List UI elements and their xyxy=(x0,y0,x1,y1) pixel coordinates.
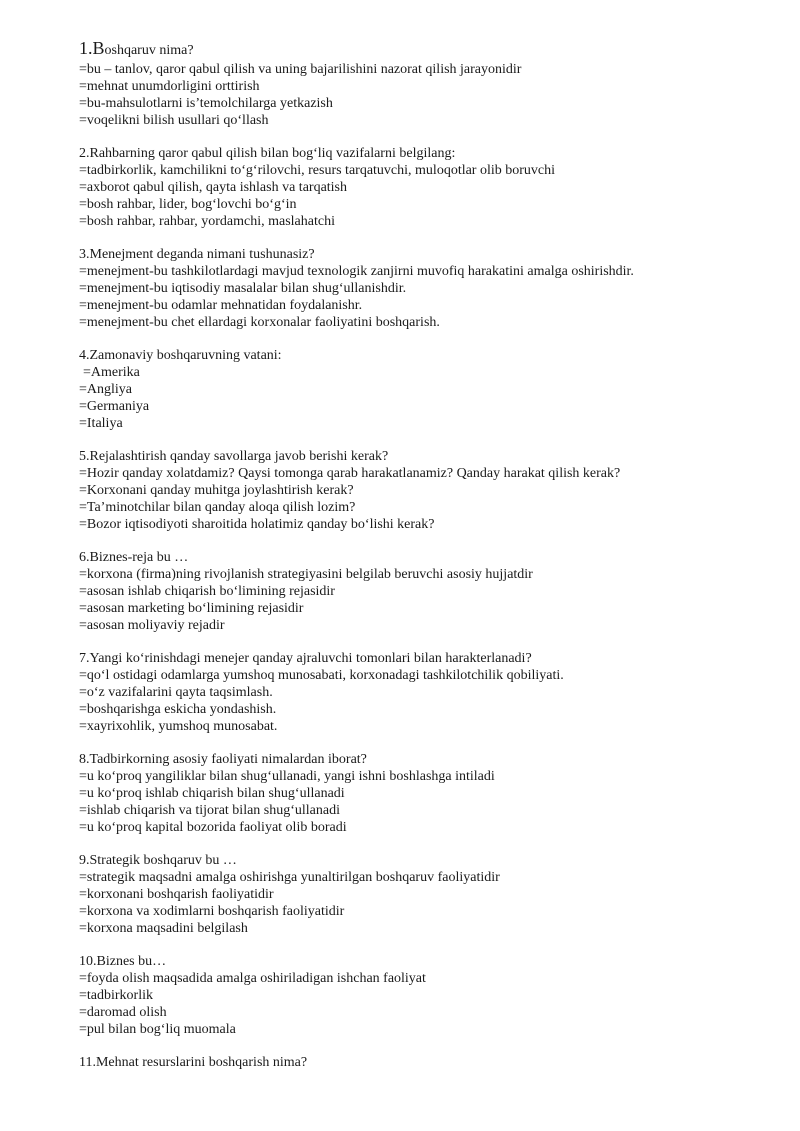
answer-option: =korxona maqsadini belgilash xyxy=(79,921,248,936)
answer-option: =u ko‘proq yangiliklar bilan shug‘ullanadi, yangi ishni boshlashga intiladi xyxy=(79,769,495,784)
question-11 xyxy=(79,1054,769,1071)
question-8 xyxy=(79,751,769,836)
answer-option: =o‘z vazifalarini qayta taqsimlash. xyxy=(79,685,273,700)
answer-option: =pul bilan bog‘liq muomala xyxy=(79,1022,236,1037)
question-title: 5.Rejalashtirish qanday savollarga javob berishi kerak? xyxy=(79,449,389,464)
question-title: 7.Yangi ko‘rinishdagi menejer qanday ajraluvchi tomonlari bilan harakterlanadi? xyxy=(79,651,532,666)
answer-option: =korxona (firma)ning rivojlanish strategiyasini belgilab beruvchi asosiy hujjatdir xyxy=(79,567,533,582)
document-page xyxy=(79,38,769,1087)
answer-option: =u ko‘proq kapital bozorida faoliyat olib boradi xyxy=(79,820,347,835)
answer-option: =Italiya xyxy=(79,416,123,431)
answer-option: =Angliya xyxy=(79,382,132,397)
answer-option: =bu – tanlov, qaror qabul qilish va uning bajarilishini nazorat qilish jarayonidir xyxy=(79,62,522,77)
question-6 xyxy=(79,549,769,634)
question-title: 10.Biznes bu… xyxy=(79,954,167,969)
question-first-letter: B xyxy=(92,38,105,58)
answer-option: =asosan moliyaviy rejadir xyxy=(79,618,225,633)
answer-option: =tadbirkorlik, kamchilikni to‘g‘rilovchi, resurs tarqatuvchi, muloqotlar olib boruvchi xyxy=(79,163,556,178)
question-title: 8.Tadbirkorning asosiy faoliyati nimalardan iborat? xyxy=(79,752,367,767)
answer-option: =asosan marketing bo‘limining rejasidir xyxy=(79,601,304,616)
answer-option: =Bozor iqtisodiyoti sharoitida holatimiz qanday bo‘lishi kerak? xyxy=(79,517,435,532)
answer-option: =axborot qabul qilish, qayta ishlash va tarqatish xyxy=(79,180,348,195)
answer-option: =bosh rahbar, rahbar, yordamchi, maslahatchi xyxy=(79,214,335,229)
answer-option: =menejment-bu chet ellardagi korxonalar faoliyatini boshqarish. xyxy=(79,315,440,330)
answer-option: =ishlab chiqarish va tijorat bilan shug‘ullanadi xyxy=(79,803,341,818)
answer-option: =strategik maqsadni amalga oshirishga yunaltirilgan boshqaruv faoliyatidir xyxy=(79,870,500,885)
answer-option: =Ta’minotchilar bilan qanday aloqa qilish lozim? xyxy=(79,500,356,515)
answer-option: =Hozir qanday xolatdamiz? Qaysi tomonga qarab harakatlanamiz? Qanday harakat qilish kerak? xyxy=(79,466,621,481)
answer-option: =voqelikni bilish usullari qo‘llash xyxy=(79,113,269,128)
answer-option: =bu-mahsulotlarni is’temolchilarga yetkazish xyxy=(79,96,333,111)
answer-option: =daromad olish xyxy=(79,1005,167,1020)
answer-option: =bosh rahbar, lider, bog‘lovchi bo‘g‘in xyxy=(79,197,297,212)
answer-option: =boshqarishga eskicha yondashish. xyxy=(79,702,277,717)
question-9 xyxy=(79,852,769,937)
answer-option: =xayrixohlik, yumshoq munosabat. xyxy=(79,719,278,734)
answer-option: =tadbirkorlik xyxy=(79,988,153,1003)
question-4 xyxy=(79,347,769,432)
answer-option: =Amerika xyxy=(83,365,140,380)
question-title: 9.Strategik boshqaruv bu … xyxy=(79,853,237,868)
answer-option: =korxona va xodimlarni boshqarish faoliyatidir xyxy=(79,904,345,919)
answer-option: =asosan ishlab chiqarish bo‘limining rejasidir xyxy=(79,584,335,599)
question-title-text: oshqaruv nima? xyxy=(104,43,194,58)
question-2 xyxy=(79,145,769,230)
question-7 xyxy=(79,650,769,735)
question-10 xyxy=(79,953,769,1038)
question-title xyxy=(79,38,769,61)
question-3 xyxy=(79,246,769,331)
answer-option: =mehnat unumdorligini orttirish xyxy=(79,79,260,94)
answer-option: =foyda olish maqsadida amalga oshiriladigan ishchan faoliyat xyxy=(79,971,426,986)
question-title: 2.Rahbarning qaror qabul qilish bilan bog‘liq vazifalarni belgilang: xyxy=(79,146,456,161)
question-title: 4.Zamonaviy boshqaruvning vatani: xyxy=(79,348,282,363)
question-title: 11.Mehnat resurslarini boshqarish nima? xyxy=(79,1055,308,1070)
answer-option: =menejment-bu tashkilotlardagi mavjud texnologik zanjirni muvofiq harakatini amalga oshirishdir. xyxy=(79,264,634,279)
answer-option: =u ko‘proq ishlab chiqarish bilan shug‘ullanadi xyxy=(79,786,345,801)
question-1 xyxy=(79,38,769,129)
answer-option: =korxonani boshqarish faoliyatidir xyxy=(79,887,274,902)
answer-option: =menejment-bu odamlar mehnatidan foydalanishr. xyxy=(79,298,363,313)
answer-option: =Germaniya xyxy=(79,399,150,414)
answer-option: =Korxonani qanday muhitga joylashtirish kerak? xyxy=(79,483,354,498)
question-title: 3.Menejment deganda nimani tushunasiz? xyxy=(79,247,315,262)
question-title: 6.Biznes-reja bu … xyxy=(79,550,189,565)
answer-option: =qo‘l ostidagi odamlarga yumshoq munosabati, korxonadagi tashkilotchilik qobiliyati. xyxy=(79,668,564,683)
answer-option: =menejment-bu iqtisodiy masalalar bilan shug‘ullanishdir. xyxy=(79,281,407,296)
question-5 xyxy=(79,448,769,533)
question-number: 1. xyxy=(79,38,93,58)
